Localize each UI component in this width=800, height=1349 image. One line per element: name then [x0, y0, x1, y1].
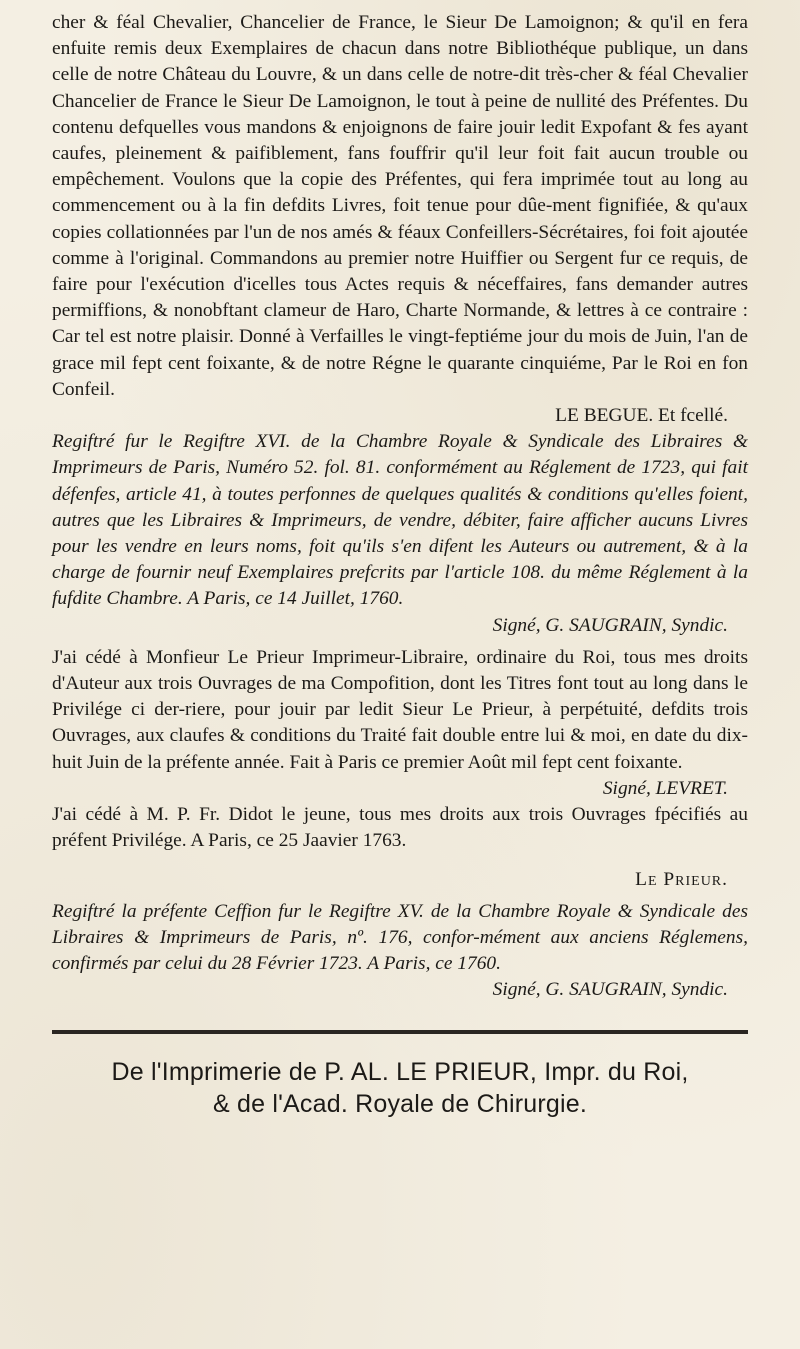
privilege-paragraph: cher & féal Chevalier, Chancelier de France, le Sieur De Lamoignon; & qu'il en fera enfuite remis deux Exemplaires de chacun dans notre Bibliothéque publique, un dans celle de notre Château du Louvre, & un dans celle de notre-dit très-cher & féal Chevalier Chancelier de France le Sieur De Lamoignon, le tout à peine de nullité des Préfentes. Du contenu defquelles vous mandons & enjoignons de faire jouir ledit Expofant & fes ayant caufes, pleinement & paifiblement, fans fouffrir qu'il leur foit fait aucun trouble ou empêchement. Voulons que la copie des Préfentes, qui fera imprimée tout au long au commencement ou à la fin defdits Livres, foit tenue pour dûe-ment fignifiée, & qu'aux copies collationnées par l'un de nos amés & féaux Confeillers-Sécrétaires, foi foit ajoutée comme à l'original. Commandons au premier notre Huiffier ou Sergent fur ce requis, de faire pour l'exécution d'icelles tous Actes requis & néceffaires, fans demander autres permiffions, & nonobftant clameur de Haro, Charte Normande, & lettres à ce contraire : Car tel est notre plaisir. Donné à Verfailles le vingt-feptiéme jour du mois de Juin, l'an de grace mil fept cent foixante, & de notre Régne le quarante cinquiéme, Par le Roi en fon Confeil.: [52, 12, 748, 400]
cession-paragraph-1: J'ai cédé à Monfieur Le Prieur Imprimeur-Libraire, ordinaire du Roi, tous mes droits d'Auteur aux trois Ouvrages de ma Compofition, dont les Titres font tout au long dans le Privilége ci der-riere, pour jouir par ledit Sieur Le Prieur, à perpétuité, defdits trois Ouvrages, aux claufes & conditions du Traité fait double entre lui & moi, en date du dix-huit Juin de la préfente année. Fait à Paris ce premier Août mil fept cent foixante.: [52, 646, 748, 773]
divider-rule: [52, 1030, 748, 1034]
cession-paragraph-2: J'ai cédé à M. P. Fr. Didot le jeune, tous mes droits aux trois Ouvrages fpécifiés au préfent Privilége. A Paris, ce 25 Jaavier 1763.: [52, 804, 748, 852]
registration-paragraph-1: Regiftré fur le Regiftre XVI. de la Chambre Royale & Syndicale des Libraires & Imprimeurs de Paris, Numéro 52. fol. 81. conformément au Réglement de 1723, qui fait défenfes, article 41, à toutes perfonnes de quelques qualités & conditions qu'elles foient, autres que les Libraires & Imprimeurs, de vendre, débiter, faire afficher aucuns Livres pour les vendre en leurs noms, foit qu'ils s'en difent les Auteurs ou autrement, & à la charge de fournir neuf Exemplaires prefcrits par l'article 108. du même Réglement à la fufdite Chambre. A Paris, ce 14 Juillet, 1760.: [52, 431, 748, 610]
imprint-line-2: & de l'Acad. Royale de Chirurgie.: [212, 1089, 588, 1118]
cession-signoff-2: Le Prieur.: [635, 868, 728, 890]
imprint-line-1: De l'Imprimerie de P. AL. LE PRIEUR, Impr. du Roi,: [111, 1057, 689, 1086]
privilege-signoff: LE BEGUE. Et fcellé.: [555, 405, 728, 427]
cession-signoff-1: Signé, LEVRET.: [602, 777, 728, 799]
registration-signoff-1: Signé, G. SAUGRAIN, Syndic.: [492, 614, 728, 636]
registration-paragraph-2: Regiftré la préfente Ceffion fur le Regiftre XV. de la Chambre Royale & Syndicale des Libraires & Imprimeurs de Paris, nº. 176, confor-mément aux anciens Réglemens, confirmés par celui du 28 Février 1723. A Paris, ce 1760.: [52, 900, 748, 975]
registration-signoff-2: Signé, G. SAUGRAIN, Syndic.: [492, 979, 728, 1001]
